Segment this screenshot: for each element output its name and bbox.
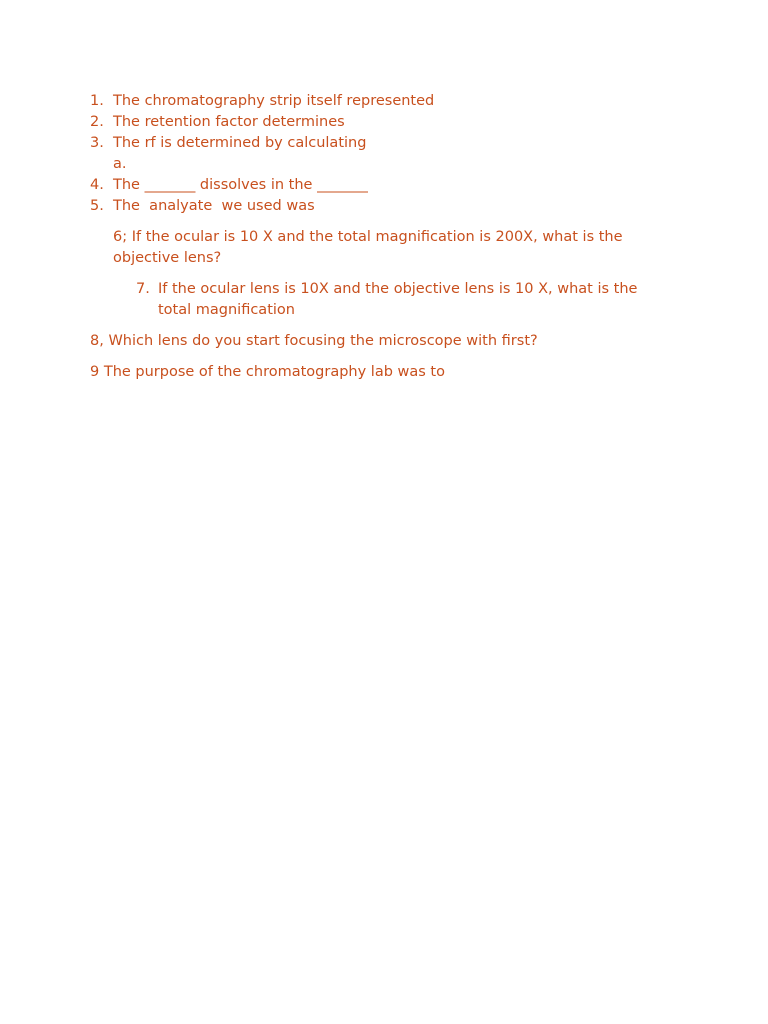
q4-number: 4. [90,177,104,193]
q9-text: 9 The purpose of the chromatography lab was to [90,364,445,380]
q7-line2: total magnification [158,302,295,318]
q3-subitem-a: a. [113,156,127,172]
q7-number: 7. [136,281,150,297]
q1-number: 1. [90,93,104,109]
q6-line2: objective lens? [113,250,222,266]
q8-text: 8, Which lens do you start focusing the microscope with first? [90,333,538,349]
q3-text: The rf is determined by calculating [113,135,367,151]
q5-number: 5. [90,198,104,214]
q1-text: The chromatography strip itself represented [113,93,435,109]
q6-line1: 6; If the ocular is 10 X and the total magnification is 200X, what is the [113,229,623,245]
q7-line1: If the ocular lens is 10X and the objective lens is 10 X, what is the [158,281,638,297]
q3-number: 3. [90,135,104,151]
q5-text: The analyate we used was [113,198,315,214]
q4-text: The _______ dissolves in the _______ [113,177,368,193]
q2-text: The retention factor determines [113,114,345,130]
q2-number: 2. [90,114,104,130]
